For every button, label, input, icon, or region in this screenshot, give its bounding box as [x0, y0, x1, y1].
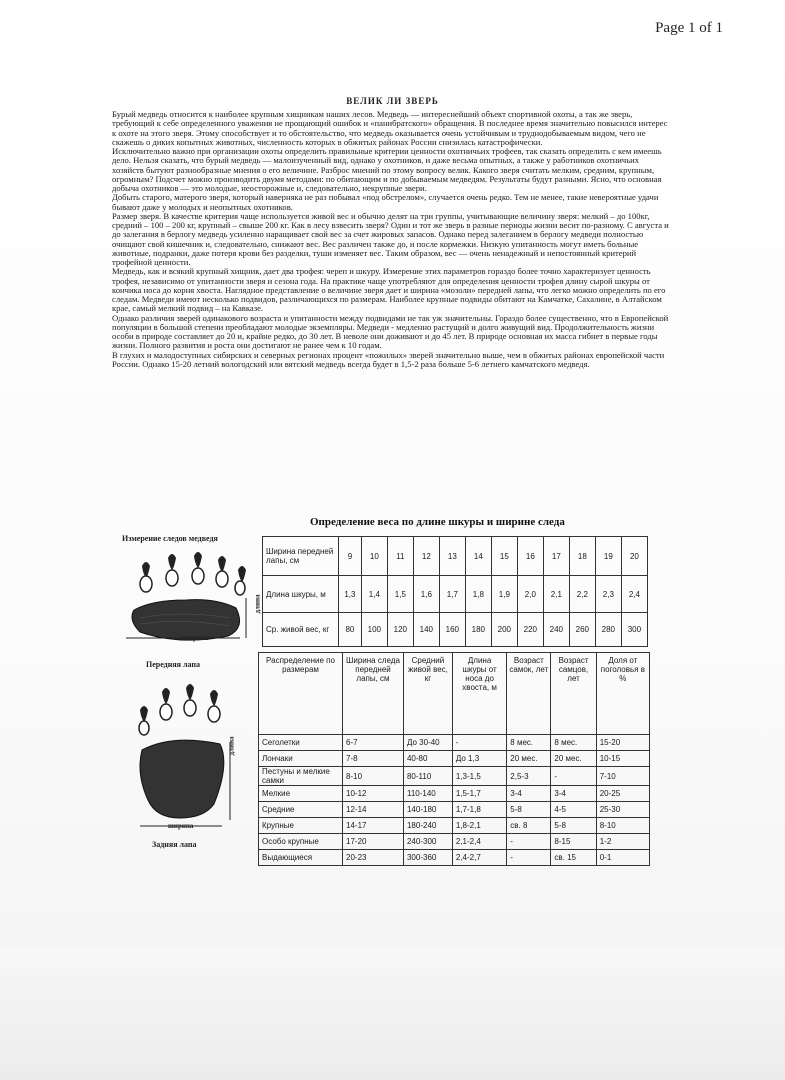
table-cell: 140	[413, 613, 439, 647]
paragraph: Медведь, как и всякий крупный хищник, дает два трофея: череп и шкуру. Измерение этих параметров гораздо более точно характеризует ценность трофея, независимо от упитанности зверя и сезона года. На практике чаще употребляют для определения ценности трофея длину сырой шкуры от кончика носа до корня хвоста. Наглядное представление о величине зверя дает и ширина «мозоли» передней лапы, что легко можно определить по его следам. Медведи имеют несколько подвидов, различающихся по размерам. Наиболее крупные подвиды обитают на Камчатке, Сахалине, в Алтайском крае, самый мелкий подвид – на Кавказе.	[112, 266, 666, 314]
toe-pads	[140, 568, 245, 595]
paragraph: В глухих и малодоступных сибирских и северных регионах процент «пожилых» зверей значительно выше, чем в обжитых районах европейской части России. Однако 15-20 летний вологодский или вятский медведь всегда будет в 1,5-2 раза больше 5-6 летнего камчатского медведя.	[112, 349, 665, 369]
table-cell: -	[507, 850, 551, 866]
column-header: Распределение по размерам	[259, 653, 343, 735]
paw-pad	[140, 740, 224, 818]
table-cell: 20 мес.	[507, 751, 551, 767]
front-width-label: ширина	[183, 634, 209, 642]
table-cell: 240-300	[403, 834, 452, 850]
table-cell: 1,8	[465, 576, 491, 613]
row-header: Ширина передней лапы, см	[263, 537, 339, 576]
table-cell: Крупные	[259, 818, 343, 834]
table-cell: 8-15	[551, 834, 596, 850]
table-cell: 1,8-2,1	[452, 818, 506, 834]
table-cell: 260	[569, 613, 595, 647]
table-cell: 10	[361, 537, 387, 576]
table-row	[263, 537, 648, 576]
table-cell: 40-80	[403, 751, 452, 767]
column-header: Ширина следа передней лапы, см	[343, 653, 404, 735]
table-cell: 100	[361, 613, 387, 647]
table-cell: 14	[465, 537, 491, 576]
table-cell: 1,7	[439, 576, 465, 613]
column-header: Длина шкуры от носа до хвоста, м	[452, 653, 506, 735]
table-cell: 7-8	[343, 751, 404, 767]
front-paw-caption: Передняя лапа	[146, 660, 200, 669]
table-row	[259, 735, 650, 751]
table-cell: 1,4	[361, 576, 387, 613]
table-cell: 1,9	[491, 576, 517, 613]
table-cell: 8-10	[596, 818, 649, 834]
table-cell: 220	[517, 613, 543, 647]
table-cell: -	[452, 735, 506, 751]
column-header: Доля от поголовья в %	[596, 653, 649, 735]
table-cell: 19	[595, 537, 621, 576]
table-cell: 300-360	[403, 850, 452, 866]
paragraph: Бурый медведь относится к наиболее крупным хищникам наших лесов. Медведь — интереснейший объект спортивной охоты, а так же зверь, требующий к себе определенного уважения не прощающий ошибок и «панибратского» обращения. В последнее время значительно повысился интерес к охоте на этого зверя. Этому способствует и то обстоятельство, что медведь оказывается очень устойчивым и труднодобываемым видом, чего не скажешь о диких копытных животных, численность которых в обжитых районах России снизилась катастрофически.	[112, 109, 668, 147]
table-cell: 17	[543, 537, 569, 576]
table-cell: Выдающиеся	[259, 850, 343, 866]
article-title: ВЕЛИК ЛИ ЗВЕРЬ	[346, 96, 439, 106]
table-cell: 15-20	[596, 735, 649, 751]
table-cell: 2,3	[595, 576, 621, 613]
table-row	[259, 767, 650, 786]
table-cell: 4-5	[551, 802, 596, 818]
row-header: Ср. живой вес, кг	[263, 613, 339, 647]
table-cell: 25-30	[596, 802, 649, 818]
table-cell: Мелкие	[259, 786, 343, 802]
hind-paw-illustration	[130, 680, 250, 840]
paragraph: Исключительно важно при организации охоты определить правильные критерии ценности охотничьих трофеев, так сказать определить с кем имеешь дело. Нельзя сказать, что бурый медведь — малоизученный вид, однако у охотников, и даже весьма опытных, а также у работников охотничьих хозяйств бытуют разнообразные мнения о его величине. Разброс мнений по этому вопросу велик. Какого зверя считать мелким, средним, крупным, огромным? Подсчет можно производить двумя методами: по обитающим и по добываемым медведям. Результаты будут разными. Ясно, что основная добыча охотников — это молодые, неосторожные и, следовательно, некрупные звери.	[112, 146, 662, 193]
table-cell: 3-4	[551, 786, 596, 802]
table-cell: 160	[439, 613, 465, 647]
table-row	[263, 576, 648, 613]
section-title: Определение веса по длине шкуры и ширине следа	[310, 516, 565, 528]
table-cell: 110-140	[403, 786, 452, 802]
row-header: Длина шкуры, м	[263, 576, 339, 613]
table-cell: 12-14	[343, 802, 404, 818]
table-cell: -	[507, 834, 551, 850]
table-cell: 8-10	[343, 767, 404, 786]
table-cell: 8 мес.	[551, 735, 596, 751]
table-cell: 10-12	[343, 786, 404, 802]
table-cell: 12	[413, 537, 439, 576]
table-cell: 300	[621, 613, 647, 647]
table-cell: 2,2	[569, 576, 595, 613]
table-cell: 1,3	[339, 576, 362, 613]
table-cell: Средние	[259, 802, 343, 818]
table-cell: 13	[439, 537, 465, 576]
table-cell: 280	[595, 613, 621, 647]
table-cell: 3-4	[507, 786, 551, 802]
table-cell: 80	[339, 613, 362, 647]
paragraph: Однако различия зверей одинакового возраста и упитанности между подвидами не так уж значительны. Гораздо более существенно, что в Европейской популяции в большой степени преобладают молодые экземпляры. Медведи - медленно растущий и долго живущий вид. Продолжительность жизни особи в природе составляет до 20 и, крайне редко, до 30 лет. В неволе они доживают и до 45 лет. В природе основная их масса гибнет в первые годы жизни. Полного развития и роста они достигают не ранее чем к 10 годам.	[112, 312, 669, 351]
paragraph: Размер зверя. В качестве критерия чаще используется живой вес и обычно делят на три группы, учитывающие величину зверя: мелкий – до 100кг, средний – 100 – 200 кг, крупный – свыше 200 кг. Как в лесу взвесить зверя? Один и тот же зверь в разные периоды жизни весит по-разному. С августа и до залегания в берлогу медведь усиленно наращивает свой вес за счет жировых запасов. Однако перед залеганием в берлогу медведи полностью очищают свой кишечник и, следовательно, снижают вес. Вес различен также до, и после кормежки. Низкую упитанность могут иметь больные животные, подранки, даже потеря крови без разделки, туши изменяет вес. Таким образом, вес — очень ненадежный и непостоянный критерий трофейной ценности.	[112, 210, 669, 267]
table-cell: 2,1	[543, 576, 569, 613]
table-cell: 20	[621, 537, 647, 576]
column-header: Возраст самцов, лет	[551, 653, 596, 735]
page-bottom-margin	[0, 948, 785, 1080]
table-cell: 1,3-1,5	[452, 767, 506, 786]
column-header: Возраст самок, лет	[507, 653, 551, 735]
table-cell: 2,1-2,4	[452, 834, 506, 850]
table-cell: св. 15	[551, 850, 596, 866]
table-cell: 9	[339, 537, 362, 576]
table-cell: Сеголетки	[259, 735, 343, 751]
table-cell: 0-1	[596, 850, 649, 866]
claw-marks	[140, 684, 218, 722]
table-cell: 1,5	[387, 576, 413, 613]
table-cell: 5-8	[507, 802, 551, 818]
table-cell: Особо крупные	[259, 834, 343, 850]
table-cell: -	[551, 767, 596, 786]
table-cell: 14-17	[343, 818, 404, 834]
table-cell: Лончаки	[259, 751, 343, 767]
size-distribution-table	[258, 652, 650, 866]
table-cell: 15	[491, 537, 517, 576]
table-cell: 1,6	[413, 576, 439, 613]
table-cell: 2,0	[517, 576, 543, 613]
table-cell: 2,5-3	[507, 767, 551, 786]
table-cell: 10-15	[596, 751, 649, 767]
figure-caption-top: Измерение следов медведя	[122, 534, 218, 543]
table-cell: 16	[517, 537, 543, 576]
table-row	[259, 834, 650, 850]
table-cell: 2,4-2,7	[452, 850, 506, 866]
front-length-label: длина	[253, 594, 262, 614]
table-row	[259, 751, 650, 767]
table-cell: 5-8	[551, 818, 596, 834]
table-cell: 240	[543, 613, 569, 647]
table-cell: 20-23	[343, 850, 404, 866]
table-cell: 17-20	[343, 834, 404, 850]
table-cell: 11	[387, 537, 413, 576]
weight-by-size-table	[262, 536, 648, 647]
table-cell: 20 мес.	[551, 751, 596, 767]
table-cell: 6-7	[343, 735, 404, 751]
table-cell: 18	[569, 537, 595, 576]
table-row	[259, 802, 650, 818]
table-row	[259, 850, 650, 866]
table-cell: 180	[465, 613, 491, 647]
table-cell: До 1,3	[452, 751, 506, 767]
hind-length-label: длина	[227, 736, 236, 756]
table-cell: 20-25	[596, 786, 649, 802]
page-number: Page 1 of 1	[655, 20, 723, 36]
table-cell: 180-240	[403, 818, 452, 834]
table-cell: 7-10	[596, 767, 649, 786]
table-row	[263, 613, 648, 647]
article-body	[112, 110, 672, 369]
toe-pads	[139, 700, 220, 735]
table-cell: 140-180	[403, 802, 452, 818]
hind-paw-caption: Задняя лапа	[152, 840, 197, 849]
table-cell: 120	[387, 613, 413, 647]
table-cell: Пестуны и мелкие самки	[259, 767, 343, 786]
hind-width-label: ширина	[168, 822, 194, 830]
table-cell: 80-110	[403, 767, 452, 786]
table-row	[259, 786, 650, 802]
table-cell: 1,7-1,8	[452, 802, 506, 818]
table-cell: 1,5-1,7	[452, 786, 506, 802]
column-header: Средний живой вес, кг	[403, 653, 452, 735]
table-cell: До 30-40	[403, 735, 452, 751]
table-cell: 1-2	[596, 834, 649, 850]
table-row	[259, 818, 650, 834]
table-cell: 2,4	[621, 576, 647, 613]
paragraph: Добыть старого, матерого зверя, который наверняка не раз побывал «под обстрелом», случается очень редко. Тем не менее, такие невероятные удачи бывают даже у молодых и неопытных охотников.	[112, 192, 659, 212]
table-cell: св. 8	[507, 818, 551, 834]
table-cell: 8 мес.	[507, 735, 551, 751]
table-cell: 200	[491, 613, 517, 647]
